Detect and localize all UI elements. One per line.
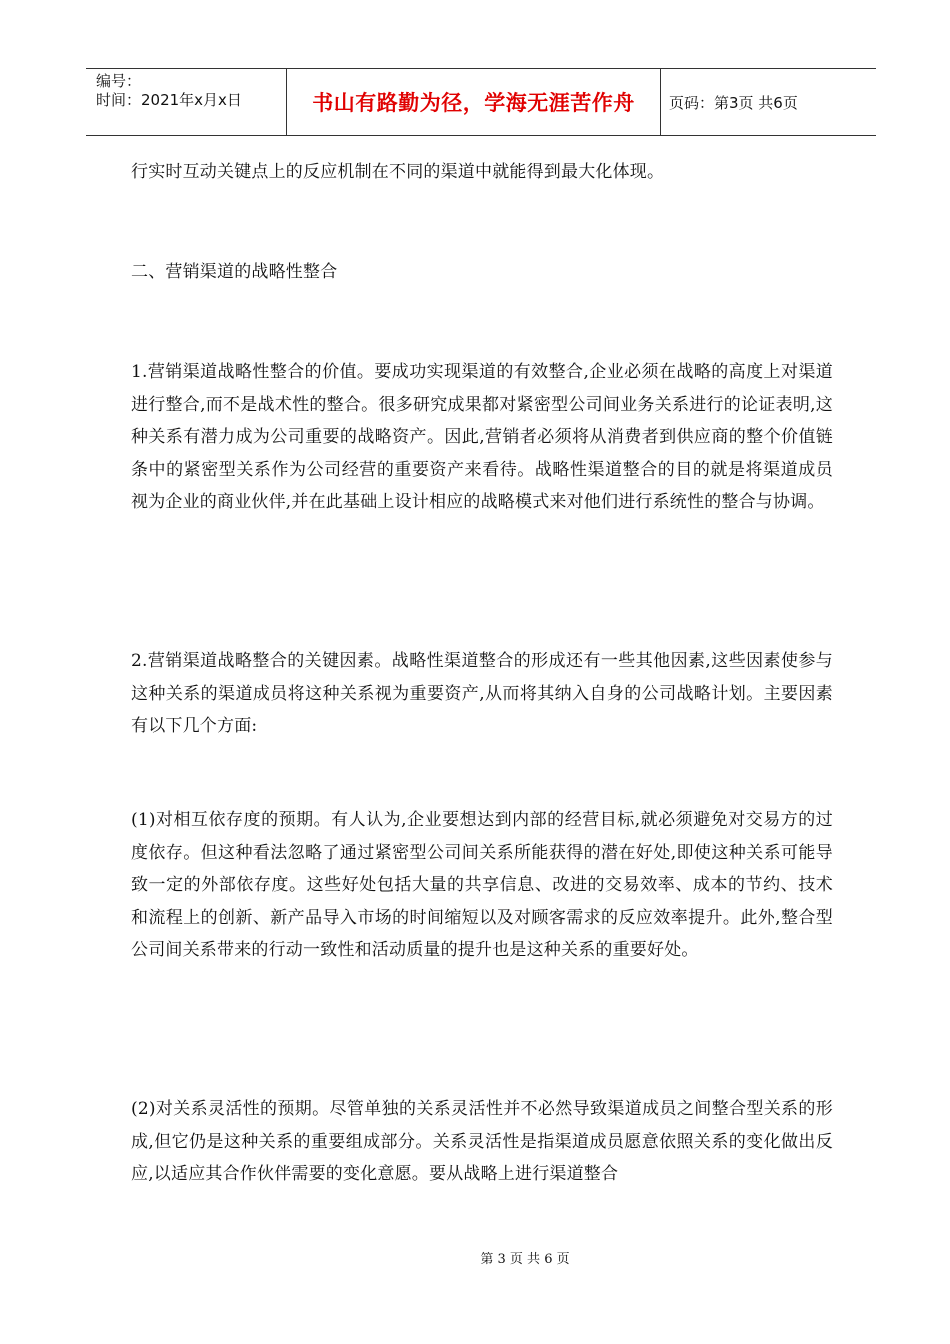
paragraph-1: 1.营销渠道战略性整合的价值。要成功实现渠道的有效整合,企业必须在战略的高度上对渠道进行整合,而不是战术性的整合。很多研究成果都对紧密型公司间业务关系进行的论证表明,这种关系有潜力成为公司重要的战略资产。因此,营销者必须将从消费者到供应商的整个价值链条中的紧密型关系作为公司经营的重要资产来看待。战略性渠道整合的目的就是将渠道成员视为企业的商业伙伴,并在此基础上设计相应的战略模式来对他们进行系统性的整合与协调。	[131, 362, 833, 512]
header-date: 时间：2021年x月x日	[96, 91, 242, 109]
document-header	[86, 68, 876, 136]
header-number-label: 编号：	[96, 72, 142, 90]
page-footer: 第 3 页 共 6 页	[480, 1252, 570, 1267]
paragraph-3: (1)对相互依存度的预期。有人认为,企业要想达到内部的经营目标,就必须避免对交易方的过度依存。但这种看法忽略了通过紧密型公司间关系所能获得的潜在好处,即使这种关系可能导致一定的外部依存度。这些好处包括大量的共享信息、改进的交易效率、成本的节约、技术和流程上的创新、新产品导入市场的时间缩短以及对顾客需求的反应效率提升。此外,整合型公司间关系带来的行动一致性和活动质量的提升也是这种关系的重要好处。	[131, 810, 833, 960]
paragraph-2: 2.营销渠道战略整合的关键因素。战略性渠道整合的形成还有一些其他因素,这些因素使参与这种关系的渠道成员将这种关系视为重要资产,从而将其纳入自身的公司战略计划。主要因素有以下几个方面:	[131, 651, 833, 736]
header-meta	[86, 69, 286, 135]
section-heading: 二、营销渠道的战略性整合	[131, 262, 338, 282]
paragraph-4: (2)对关系灵活性的预期。尽管单独的关系灵活性并不必然导致渠道成员之间整合型关系的形成,但它仍是这种关系的重要组成部分。关系灵活性是指渠道成员愿意依照关系的变化做出反应,以适应其合作伙伴需要的变化意愿。要从战略上进行渠道整合	[131, 1099, 833, 1184]
header-page-info: 页码：第3页 共6页	[669, 93, 798, 112]
paragraph-continuation: 行实时互动关键点上的反应机制在不同的渠道中就能得到最大化体现。	[131, 162, 665, 182]
header-motto: 书山有路勤为径，学海无涯苦作舟	[286, 69, 661, 135]
